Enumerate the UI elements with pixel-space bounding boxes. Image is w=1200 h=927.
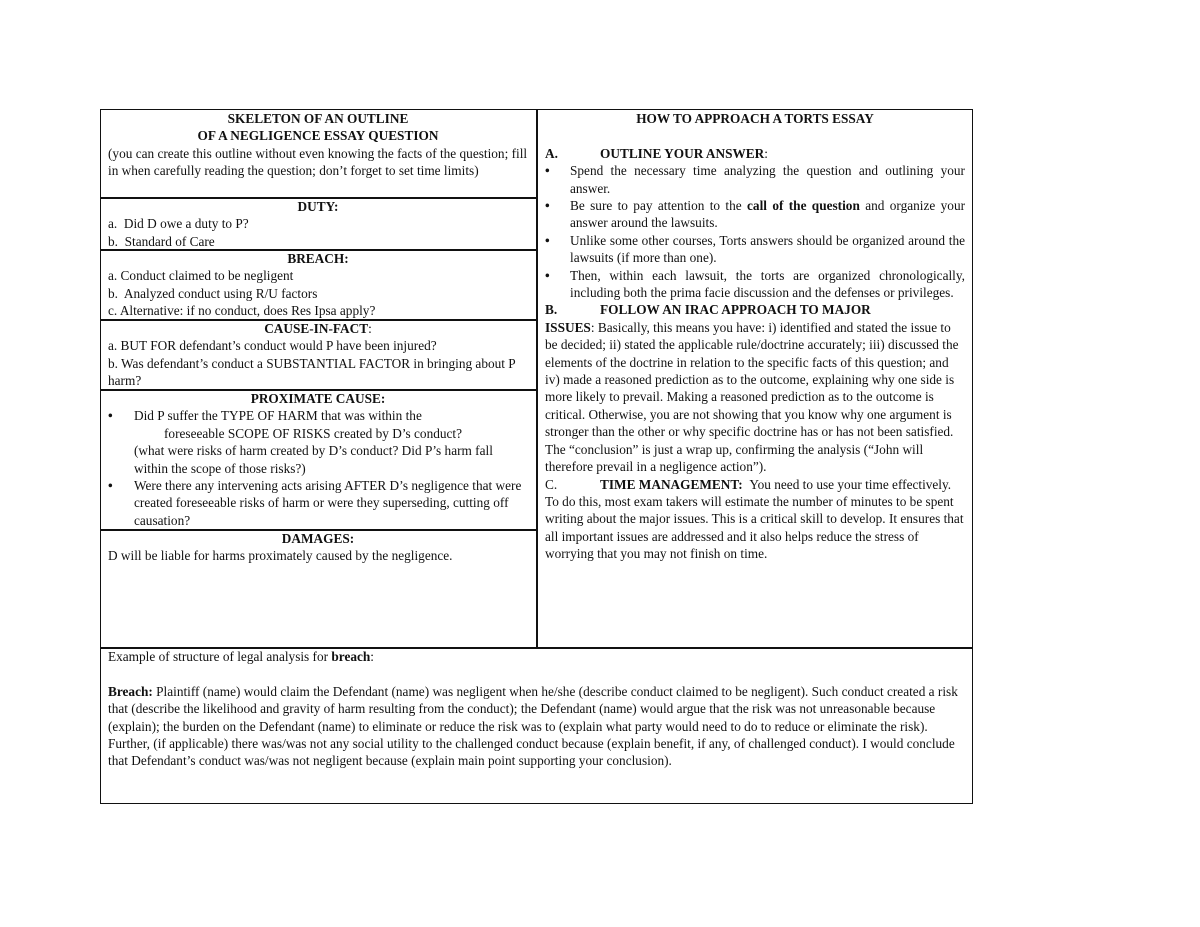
section-a-bullet xyxy=(545,267,965,302)
duty-item: b. Standard of Care xyxy=(108,233,215,249)
section-a-heading: OUTLINE YOUR ANSWER xyxy=(600,145,765,161)
section-a-letter: A. xyxy=(545,145,558,161)
section-b-letter: B. xyxy=(545,302,558,318)
proximate-cause-heading: PROXIMATE CAUSE: xyxy=(250,391,386,406)
column-divider xyxy=(536,109,538,648)
breach-example-section xyxy=(108,648,966,770)
damages-heading: DAMAGES: xyxy=(281,531,355,546)
section-a-heading-line xyxy=(545,145,965,162)
breach-example-paragraph xyxy=(108,683,966,770)
breach-heading: BREACH: xyxy=(287,251,349,266)
call-of-question-emphasis: call of the question xyxy=(747,198,860,214)
damages-section xyxy=(108,530,528,565)
breach-item: c. Alternative: if no conduct, does Res Ipsa apply? xyxy=(108,303,376,319)
bullet-dot-icon: • xyxy=(108,408,113,424)
example-intro xyxy=(108,648,966,665)
cause-in-fact-heading-line xyxy=(108,320,528,337)
section-a-bullet-text: Then, within each lawsuit, the torts are organized chronologically, including both the prima facie discussion and the defenses or privileges. xyxy=(570,267,965,301)
section-b-heading-line xyxy=(545,301,965,318)
cause-in-fact-heading: CAUSE-IN-FACT xyxy=(264,321,369,336)
section-c-body xyxy=(545,476,965,563)
section-c-heading: TIME MANAGEMENT: xyxy=(600,476,743,492)
section-c-text: You need to use your time effectively. To do this, most exam takers will estimate the number of minutes to be spent writing about the major issues. This is a critical skill to develop. It ensures that all important issues are addressed and it also helps reduce the stress of worrying that you may not finish on time. xyxy=(545,476,964,562)
duty-heading: DUTY: xyxy=(297,199,339,214)
section-a-bullet xyxy=(545,162,965,197)
section-c-letter: C. xyxy=(545,476,558,492)
breach-section xyxy=(108,250,528,320)
section-a-bullet-text: and organize your answer around the lawsuits. xyxy=(570,198,966,231)
section-a-bullet xyxy=(545,232,965,267)
section-a-bullet xyxy=(545,197,965,232)
bullet-dot-icon: • xyxy=(545,198,550,214)
cause-in-fact-colon: : xyxy=(368,321,372,336)
skeleton-title-line1: SKELETON OF AN OUTLINE xyxy=(227,111,409,126)
section-b-text: : Basically, this means you have: i) identified and stated the issue to be decided; ii) stated the applicable rule/doctrine accurately; iii) discussed the elements of the doctrine in relation to the specific facts of this question; and iv) made a reasoned prediction as to the outcome, explaining why one side is more likely to prevail. Making a reasoned prediction as to the outcome is critical. Otherwise, you are not showing that you know why one argument is stronger than the other or why specific doctrine has or has not been satisfied. The “conclusion” is just a wrap up, confirming the analysis (“John will therefore prevail in a negligence action”). xyxy=(545,319,959,475)
torts-approach-title: HOW TO APPROACH A TORTS ESSAY xyxy=(636,111,874,126)
bullet-dot-icon: • xyxy=(108,478,113,494)
proximate-cause-bullet xyxy=(108,407,528,477)
breach-example-label: Breach: xyxy=(108,683,153,699)
example-intro-text: Example of structure of legal analysis for xyxy=(108,649,329,664)
damages-text: D will be liable for harms proximately caused by the negligence. xyxy=(108,548,453,564)
skeleton-outline-header xyxy=(108,110,528,180)
cause-in-fact-item: b. Was defendant’s conduct a SUBSTANTIAL FACTOR in bringing about P harm? xyxy=(108,355,516,389)
section-b-body xyxy=(545,319,965,476)
section-a-bullet-text: Spend the necessary time analyzing the question and outlining your answer. xyxy=(570,163,965,196)
skeleton-intro: (you can create this outline without even knowing the facts of the question; fill in when carefully reading the question; don’t forget to set time limits) xyxy=(108,145,528,179)
proximate-cause-bullet xyxy=(108,477,528,529)
bullet-dot-icon: • xyxy=(545,163,550,179)
section-a-bullet-text: Unlike some other courses, Torts answers should be organized around the lawsuits (if more than one). xyxy=(570,232,965,266)
proximate-cause-section xyxy=(108,390,528,529)
duty-item: a. Did D owe a duty to P? xyxy=(108,216,249,232)
skeleton-title-line2: OF A NEGLIGENCE ESSAY QUESTION xyxy=(197,128,439,144)
proximate-bullet2-text: Were there any intervening acts arising AFTER D’s negligence that were created foreseeable risks of harm or were they superseding, cutting off causation? xyxy=(134,478,522,528)
torts-approach-section xyxy=(545,110,965,563)
proximate-bullet1-line2: foreseeable SCOPE OF RISKS created by D’s conduct? xyxy=(164,425,463,441)
breach-item: b. Analyzed conduct using R/U factors xyxy=(108,285,318,301)
breach-example-text: Plaintiff (name) would claim the Defendant (name) was negligent when he/she (describe conduct claimed to be negligent). Such conduct created a risk that (describe the likelihood and gravity of harm resulting from the conduct); the Defendant (name) would argue that the risk was not unreasonable because (explain); the burden on the Defendant (name) to eliminate or reduce the risk was to (explain what party would need to do to reduce or eliminate the risk). Further, (if applicable) there was/was not any social utility to the challenged conduct because (explain benefit, if any, of challenged conduct). I would conclude that Defendant’s conduct was/was not negligent because (explain main point supporting your conclusion). xyxy=(108,683,958,769)
bullet-dot-icon: • xyxy=(545,267,550,283)
example-intro-bold: breach xyxy=(331,649,371,664)
section-b-heading: FOLLOW AN IRAC APPROACH TO MAJOR xyxy=(600,302,871,318)
duty-section xyxy=(108,198,528,250)
cause-in-fact-section xyxy=(108,320,528,390)
bullet-dot-icon: • xyxy=(545,232,550,248)
proximate-bullet1-line3: (what were risks of harm created by D’s conduct? Did P’s harm fall within the scope of those risks?) xyxy=(134,443,493,476)
section-b-issues: ISSUES xyxy=(545,319,591,335)
breach-item: a. Conduct claimed to be negligent xyxy=(108,268,294,284)
section-a-colon: : xyxy=(764,145,768,161)
section-a-bullet-text: Be sure to pay attention to the xyxy=(570,198,742,214)
cause-in-fact-item: a. BUT FOR defendant’s conduct would P have been injured? xyxy=(108,338,437,354)
example-intro-colon: : xyxy=(370,649,374,664)
proximate-bullet1-line1: Did P suffer the TYPE OF HARM that was within the xyxy=(134,408,422,424)
